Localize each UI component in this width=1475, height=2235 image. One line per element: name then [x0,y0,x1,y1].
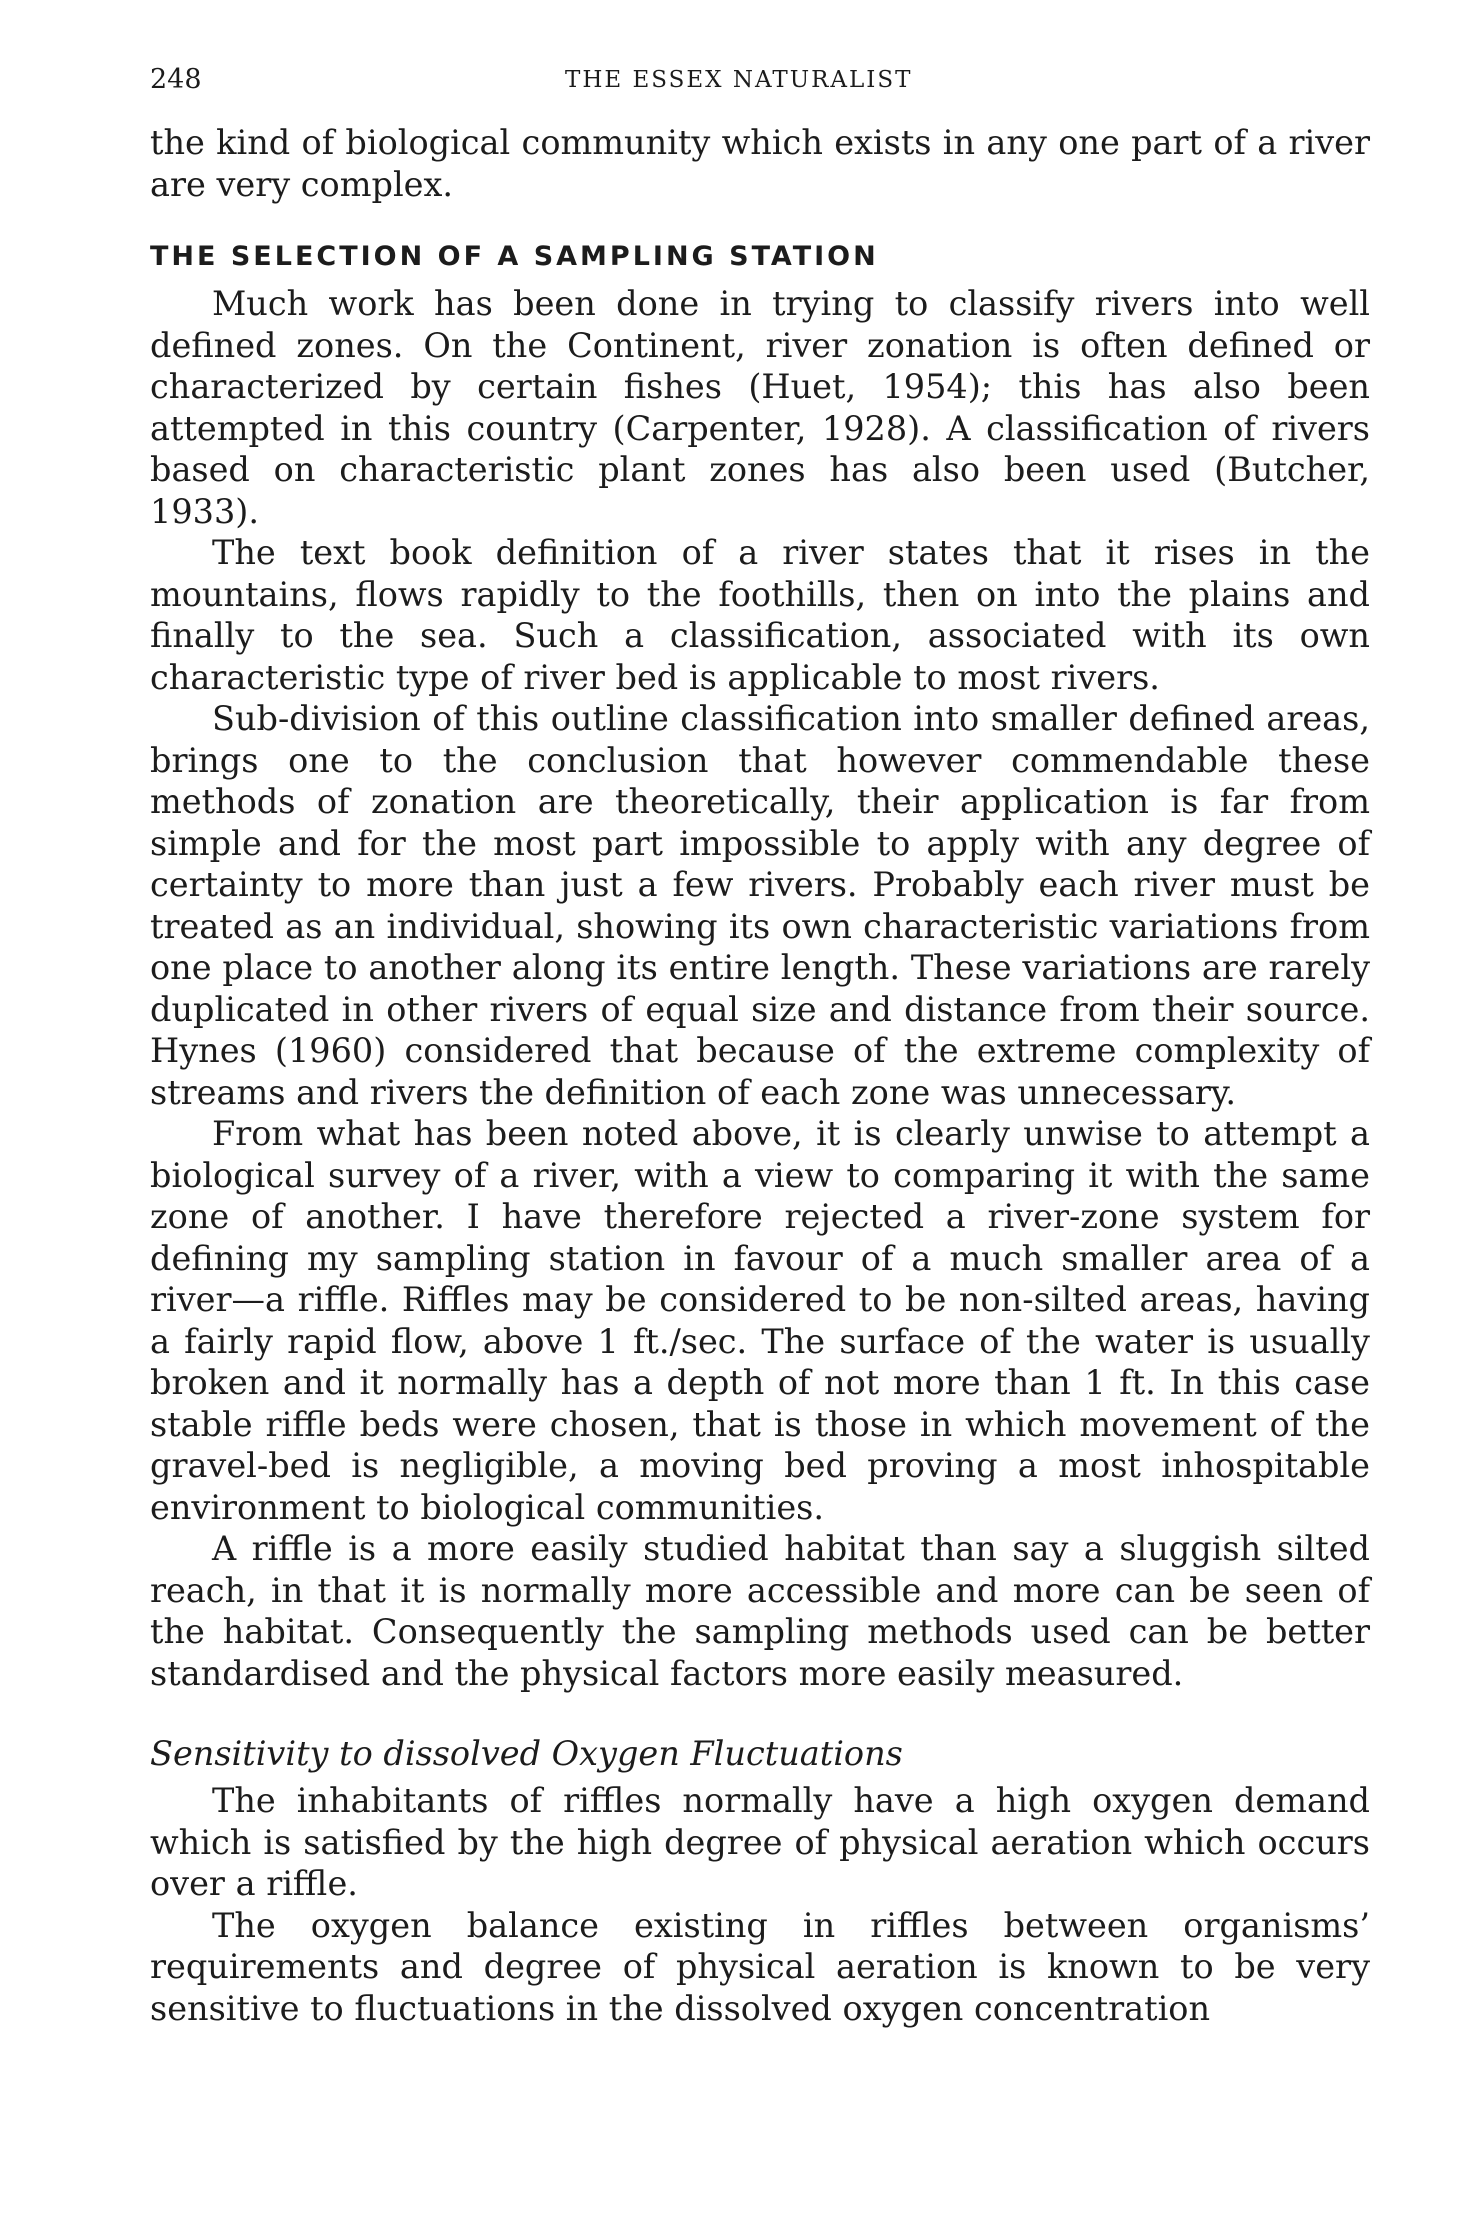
journal-title: THE ESSEX NATURALIST [565,67,913,93]
subsection-heading: Sensitivity to dissolved Oxygen Fluctuations [150,1734,903,1773]
paragraph-riffle-habitat: A riffle is a more easily studied habitat than say a sluggish silted reach, in that it is normally more accessible and more can be seen of the habitat. Consequently the sampling methods used can be better standardised and the physical factors more easily measured. [150,1529,1370,1693]
paragraph-oxygen-balance: The oxygen balance existing in riffles between organisms’ requirements and degree of physical aeration is known to be very sensitive to fluctuations in the dissolved oxygen concentration [150,1905,1370,2028]
intro-paragraph: the kind of biological community which exists in any one part of a river are very complex. [150,123,1370,204]
paragraph-textbook-definition: The text book definition of a river states that it rises in the mountains, flows rapidly to the foothills, then on into the plains and finally to the sea. Such a classification, associated with its own characteristic type of river bed is applicable to most rivers. [150,533,1370,697]
paragraph-riffle-choice: From what has been noted above, it is clearly unwise to attempt a biological survey of a river, with a view to comparing it with the same zone of another. I have therefore rejected a river-zone system for defining my sampling station in favour of a much smaller area of a river—a riffle. Riffles may be considered to be non-silted areas, having a fairly rapid flow, above 1 ft./sec. The surface of the water is usually broken and it normally has a depth of not more than 1 ft. In this case stable riffle beds were chosen, that is those in which movement of the gravel-bed is negligible, a moving bed proving a most inhospitable environment to biological communities. [150,1114,1370,1527]
running-head [150,60,1370,100]
paragraph-oxygen-demand: The inhabitants of riffles normally have a high oxygen demand which is satisfied by the high degree of physical aeration which occurs over a riffle. [150,1781,1370,1903]
paragraph-subdivision: Sub-division of this outline classification into smaller defined areas, brings one to the conclusion that however commendable these methods of zonation are theoretically, their application is far from simple and for the most part impossible to apply with any degree of certainty to more than just a few rivers. Probably each river must be treated as an individual, showing its own characteristic variations from one place to another along its entire length. These variations are rarely duplicated in other rivers of equal size and distance from their source. Hynes (1960) considered that because of the extreme complexity of streams and rivers the definition of each zone was unnecessary. [150,699,1370,1112]
section-heading: THE SELECTION OF A SAMPLING STATION [150,241,879,272]
paragraph-zonation: Much work has been done in trying to classify rivers into well defined zones. On the Continent, river zonation is often defined or characterized by certain fishes (Huet, 1954); this has also been attempted in this country (Carpenter, 1928). A classification of rivers based on characteristic plant zones has also been used (Butcher, 1933). [150,284,1370,531]
document-page [150,60,1370,2029]
page-number: 248 [150,64,202,95]
